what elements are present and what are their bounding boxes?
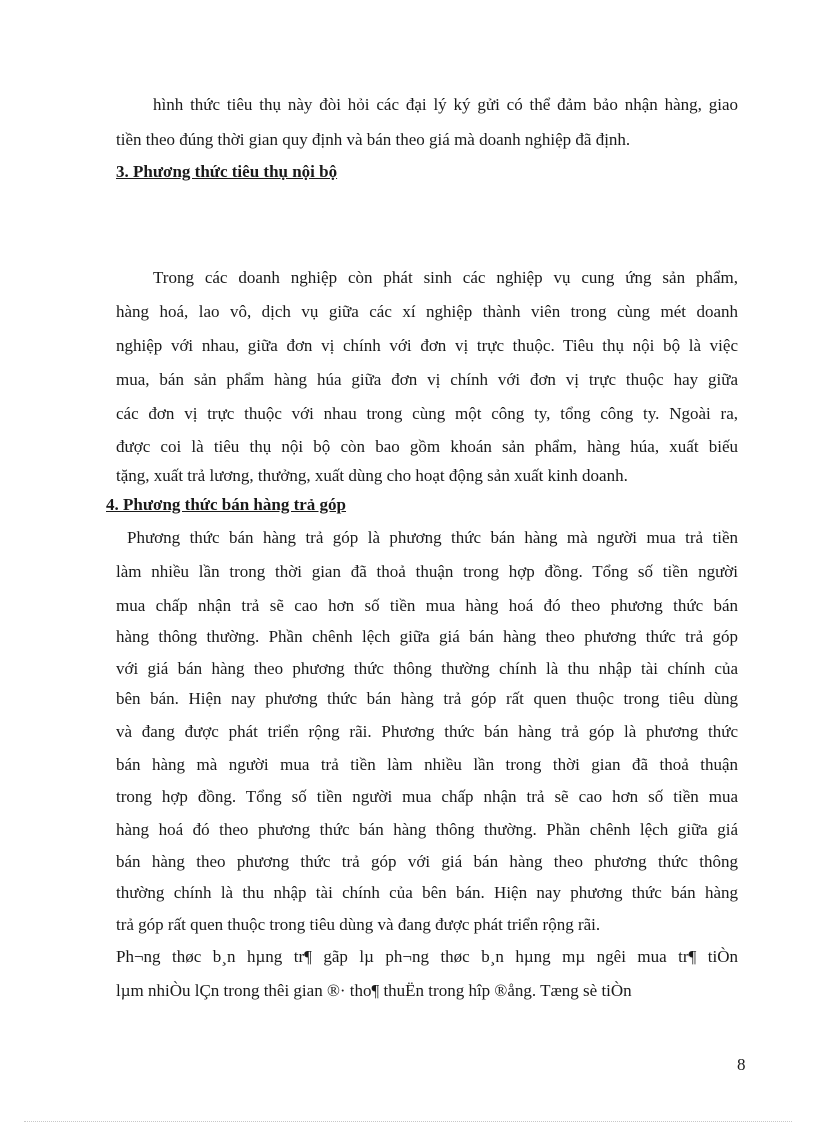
text-line: Trong các doanh nghiệp còn phát sinh các nghiệp vụ cung ứng sản phẩm, (153, 268, 738, 287)
text-line: và đang được phát triển rộng rãi. Phương thức bán hàng trả góp là phương thức (116, 722, 738, 741)
text-line: với giá bán hàng theo phương thức thông thường chính là thu nhập tài chính của (116, 659, 738, 678)
page-number: 8 (737, 1055, 746, 1074)
text-line: các đơn vị trực thuộc với nhau trong cùng một công ty, tổng công ty. Ngoài ra, (116, 404, 738, 423)
text-line: bán hàng theo phương thức trả góp với giá bán hàng theo phương thức thông (116, 852, 738, 871)
text-line: lµm nhiÒu lÇn trong thêi gian ®· tho¶ thuËn trong hîp ®ång. Tæng sè tiÒn (116, 981, 632, 1000)
text-line: nghiệp với nhau, giữa đơn vị chính với đơn vị trực thuộc. Tiêu thụ nội bộ là việc (116, 336, 738, 355)
section-heading: 3. Phương thức tiêu thụ nội bộ (116, 162, 338, 181)
text-line: hàng hoá, lao vô, dịch vụ giữa các xí nghiệp thành viên trong cùng mét doanh (116, 302, 738, 321)
text-line: Ph¬ng thøc b¸n hµng tr¶ gãp lµ ph¬ng thøc b¸n hµng mµ ngêi mua tr¶ tiÒn (116, 947, 738, 966)
text-line: hàng hoá đó theo phương thức bán hàng thông thường. Phần chênh lệch giữa giá (116, 820, 738, 839)
text-line: trả góp rất quen thuộc trong tiêu dùng và đang được phát triển rộng rãi. (116, 915, 601, 934)
text-line: Phương thức bán hàng trả góp là phương thức bán hàng mà người mua trả tiền (127, 528, 738, 547)
text-line: tiền theo đúng thời gian quy định và bán theo giá mà doanh nghiệp đã định. (116, 130, 631, 149)
text-line: hình thức tiêu thụ này đòi hỏi các đại lý ký gửi có thể đảm bảo nhận hàng, giao (153, 95, 738, 114)
text-line: trong hợp đồng. Tổng số tiền người mua chấp nhận trả sẽ cao hơn số tiền mua (116, 787, 738, 806)
text-line: làm nhiều lần trong thời gian đã thoả thuận trong hợp đồng. Tổng số tiền người (116, 562, 738, 581)
text-line: thường chính là thu nhập tài chính của bên bán. Hiện nay phương thức bán hàng (116, 883, 738, 902)
section-heading: 4. Phương thức bán hàng trả góp (106, 495, 347, 514)
text-line: bán hàng mà người mua trả tiền làm nhiều lần trong thời gian đã thoả thuận (116, 755, 738, 774)
text-line: tặng, xuất trả lương, thưởng, xuất dùng cho hoạt động sản xuất kinh doanh. (116, 466, 628, 485)
text-line: hàng thông thường. Phần chênh lệch giữa giá bán hàng theo phương thức trả góp (116, 627, 738, 646)
text-line: mua, bán sản phẩm hàng húa giữa đơn vị chính với đơn vị trực thuộc hay giữa (116, 370, 738, 389)
text-line: mua chấp nhận trả sẽ cao hơn số tiền mua hàng hoá đó theo phương thức bán (116, 596, 738, 615)
page-bottom-divider (24, 1121, 792, 1122)
text-line: được coi là tiêu thụ nội bộ còn bao gồm khoán sản phẩm, hàng húa, xuất biếu (116, 437, 738, 456)
text-line: bên bán. Hiện nay phương thức bán hàng trả góp rất quen thuộc trong tiêu dùng (116, 689, 738, 708)
